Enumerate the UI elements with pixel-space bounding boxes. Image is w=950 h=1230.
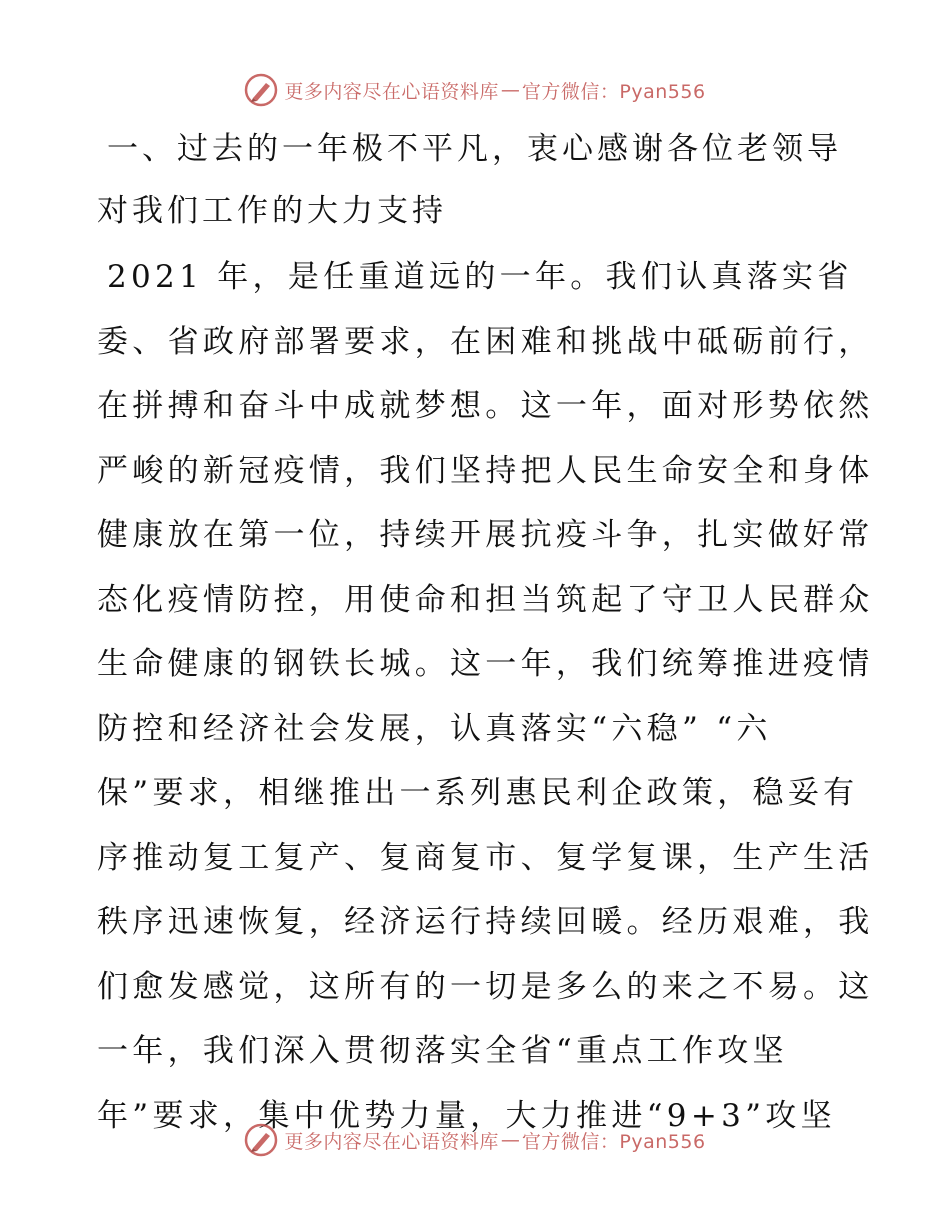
watermark-text: 更多内容尽在心语资料库	[284, 80, 499, 103]
body-line: 态化疫情防控，用使命和担当筑起了守卫人民群众	[97, 581, 874, 618]
body-line: 保”要求，相继推出一系列惠民利企政策，稳妥有	[97, 775, 859, 811]
header-watermark	[0, 70, 950, 110]
watermark-dash: —	[500, 1129, 520, 1151]
watermark-text: 更多内容尽在心语资料库	[284, 1130, 499, 1153]
body-line: 2021 年，是任重道远的一年。我们认真落实省	[107, 259, 853, 295]
section-heading	[97, 118, 857, 242]
footer-watermark	[0, 1120, 950, 1160]
body-line: 委、省政府部署要求，在困难和挑战中砥砺前行，	[97, 323, 874, 360]
body-line: 在拼搏和奋斗中成就梦想。这一年，面对形势依然	[97, 388, 874, 424]
body-paragraph	[97, 245, 874, 1148]
body-line: 防控和经济社会发展，认真落实“六稳” “六	[97, 710, 772, 747]
body-line: 一年，我们深入贯彻落实全省“重点工作攻坚	[97, 1033, 788, 1069]
body-line: 们愈发感觉，这所有的一切是多么的来之不易。这	[97, 968, 874, 1005]
watermark-official: 官方微信：Pyan556	[521, 1130, 706, 1153]
watermark-dash: —	[500, 79, 520, 101]
heading-line-2: 对我们工作的大力支持	[97, 193, 447, 229]
body-line: 严峻的新冠疫情，我们坚持把人民生命安全和身体	[97, 452, 874, 489]
body-line: 年”要求，集中优势力量，大力推进“9+3”攻坚	[97, 1097, 836, 1134]
pen-logo-icon	[244, 73, 278, 107]
body-line: 序推动复工复产、复商复市、复学复课，生产生活	[97, 839, 874, 876]
body-line: 生命健康的钢铁长城。这一年，我们统筹推进疫情	[97, 646, 874, 682]
watermark-official: 官方微信：Pyan556	[521, 80, 706, 103]
pen-logo-icon	[244, 1123, 278, 1157]
body-line: 秩序迅速恢复，经济运行持续回暖。经历艰难，我	[97, 904, 874, 940]
heading-line-1: 一、过去的一年极不平凡，衷心感谢各位老领导	[107, 131, 842, 167]
body-line: 健康放在第一位，持续开展抗疫斗争，扎实做好常	[97, 517, 874, 553]
